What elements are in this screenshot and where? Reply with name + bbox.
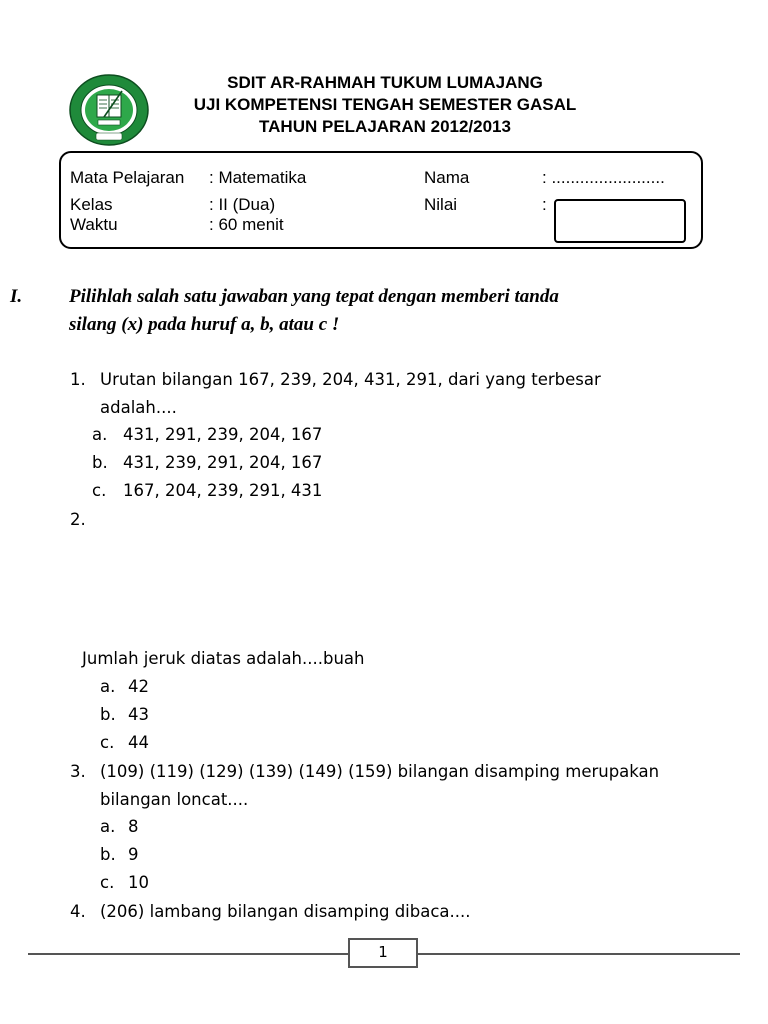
option-text[interactable]: 43 (128, 705, 149, 724)
option-text[interactable]: 431, 239, 291, 204, 167 (123, 453, 323, 472)
option-letter[interactable]: a. (100, 677, 116, 696)
question-text: (109) (119) (129) (139) (149) (159) bilangan disamping merupakan (100, 762, 660, 781)
option-letter[interactable]: b. (92, 453, 108, 472)
option-text[interactable]: 10 (128, 873, 149, 892)
option-text[interactable]: 42 (128, 677, 149, 696)
question-number: 1. (70, 370, 86, 389)
question-text: Jumlah jeruk diatas adalah....buah (82, 649, 365, 668)
option-letter[interactable]: c. (100, 733, 115, 752)
option-text[interactable]: 431, 291, 239, 204, 167 (123, 425, 323, 444)
section-number: I. (10, 286, 23, 307)
option-letter[interactable]: c. (92, 481, 107, 500)
option-text[interactable]: 9 (128, 845, 139, 864)
school-name: SDIT AR-RAHMAH TUKUM LUMAJANG (227, 73, 543, 92)
question-number: 2. (70, 510, 86, 529)
option-letter[interactable]: c. (100, 873, 115, 892)
option-letter[interactable]: b. (100, 845, 116, 864)
question-text: Urutan bilangan 167, 239, 204, 431, 291, dari yang terbesar (100, 370, 601, 389)
section-instruction-line2: silang (x) pada huruf a, b, atau c ! (69, 314, 340, 335)
option-letter[interactable]: a. (92, 425, 108, 444)
question-number: 4. (70, 902, 86, 921)
time-value: : 60 menit (209, 215, 284, 234)
subject-label: Mata Pelajaran (70, 168, 185, 187)
question-text: adalah.... (100, 398, 177, 417)
class-value: : II (Dua) (209, 195, 276, 214)
option-text[interactable]: 44 (128, 733, 149, 752)
name-label: Nama (424, 168, 470, 187)
subject-value: : Matematika (209, 168, 307, 187)
school-logo (68, 73, 150, 147)
time-label: Waktu (70, 215, 118, 234)
page-number: 1 (348, 938, 418, 968)
option-letter[interactable]: a. (100, 817, 116, 836)
score-box[interactable] (554, 199, 686, 243)
name-field[interactable]: : ........................ (542, 168, 665, 187)
footer-rule-left (28, 953, 348, 955)
question-text: (206) lambang bilangan disamping dibaca.... (100, 902, 471, 921)
option-text[interactable]: 167, 204, 239, 291, 431 (123, 481, 323, 500)
class-label: Kelas (70, 195, 113, 214)
score-label: Nilai (424, 195, 458, 214)
academic-year: TAHUN PELAJARAN 2012/2013 (259, 117, 511, 136)
footer-rule-right (418, 953, 740, 955)
question-number: 3. (70, 762, 86, 781)
exam-title: UJI KOMPETENSI TENGAH SEMESTER GASAL (193, 95, 577, 114)
option-letter[interactable]: b. (100, 705, 116, 724)
question-text: bilangan loncat.... (100, 790, 249, 809)
section-instruction-line1: Pilihlah salah satu jawaban yang tepat dengan memberi tanda (69, 286, 559, 307)
option-text[interactable]: 8 (128, 817, 139, 836)
score-colon: : (542, 195, 547, 214)
